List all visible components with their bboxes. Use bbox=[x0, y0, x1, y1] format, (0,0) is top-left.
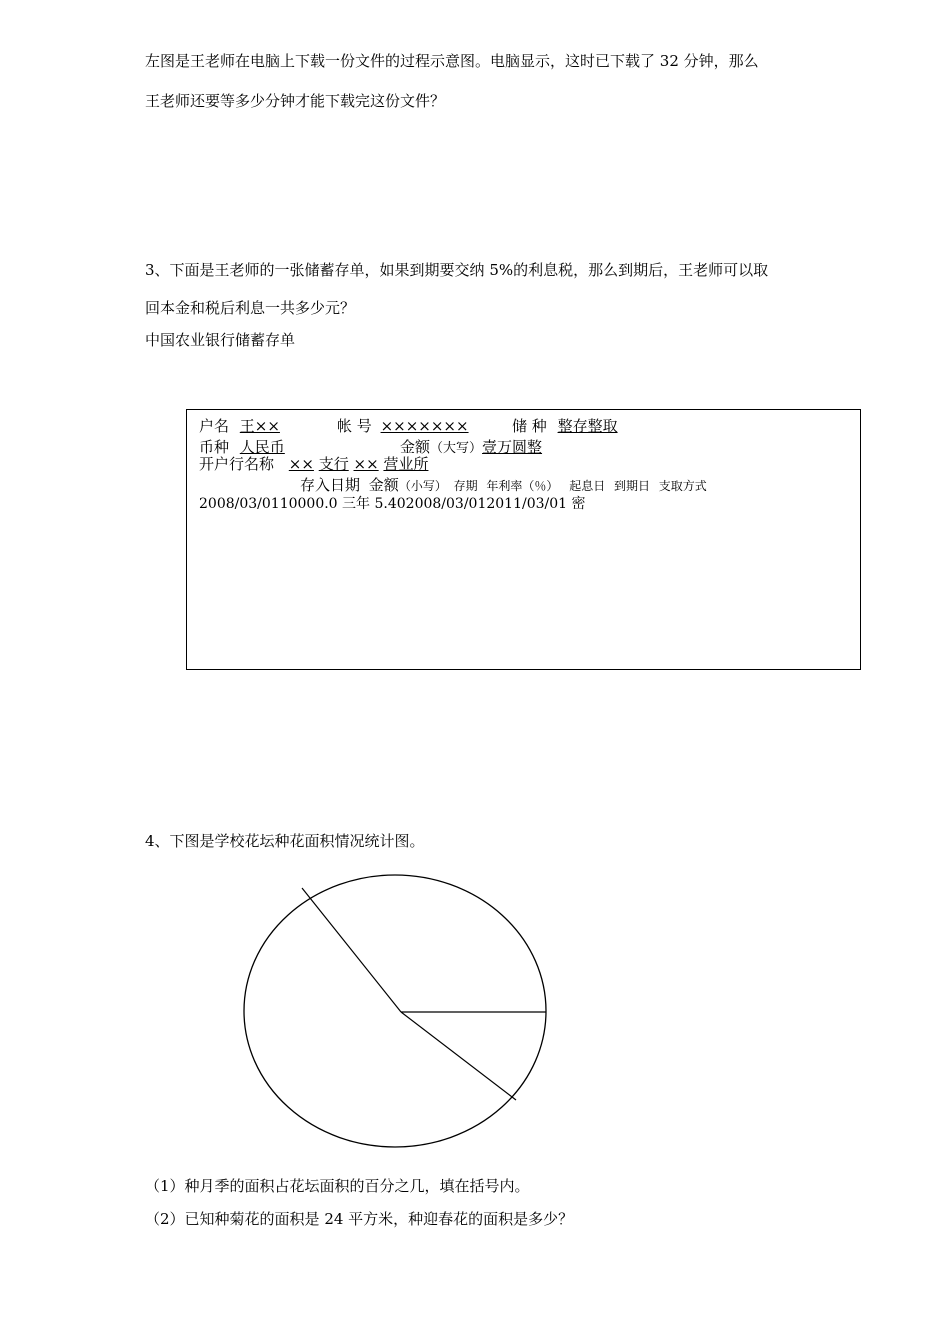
hdr-amount-note: （小写） bbox=[398, 479, 447, 493]
hdr-date: 存入日期 bbox=[300, 476, 361, 494]
q3-text-line2: 回本金和税后利息一共多少元？ bbox=[145, 299, 356, 317]
amount-label: 金额 bbox=[400, 438, 431, 456]
hdr-due: 到期日 bbox=[614, 479, 651, 493]
branch-c: ×× bbox=[353, 455, 379, 473]
branch-label: 开户行名称 bbox=[199, 455, 275, 473]
deposit-table-header bbox=[300, 477, 707, 495]
deposit-slip bbox=[186, 409, 861, 670]
amount-value: 壹万圆整 bbox=[482, 438, 543, 456]
deposit-table-row: 2008/03/0110000.0 三年 5.402008/03/012011/03/01 密 bbox=[199, 496, 586, 512]
deposit-row-1 bbox=[199, 418, 280, 435]
pie-divider-lower-right bbox=[401, 1012, 516, 1100]
q3-text-line1: 3、下面是王老师的一张储蓄存单，如果到期要交纳 5%的利息税，那么到期后，王老师可以取 bbox=[145, 261, 769, 279]
bank-title: 中国农业银行储蓄存单 bbox=[145, 331, 296, 349]
hdr-rate: 年利率（％） bbox=[486, 479, 559, 493]
name-value: 王×× bbox=[239, 417, 280, 435]
account-field bbox=[337, 418, 469, 435]
currency-value: 人民币 bbox=[239, 438, 285, 456]
account-value: ××××××× bbox=[380, 417, 469, 435]
currency-field bbox=[199, 439, 285, 456]
q2-text-line1: 左图是王老师在电脑上下载一份文件的过程示意图。电脑显示，这时已下载了 32 分钟，那么 bbox=[145, 52, 759, 70]
branch-d: 营业所 bbox=[383, 455, 429, 473]
q4-sub2: （2）已知种菊花的面积是 24 平方米，种迎春花的面积是多少？ bbox=[145, 1210, 574, 1228]
q2-text-line2: 王老师还要等多少分钟才能下载完这份文件？ bbox=[145, 92, 446, 110]
branch-b: 支行 bbox=[318, 455, 349, 473]
type-label: 储 种 bbox=[512, 417, 547, 435]
hdr-term: 存期 bbox=[453, 479, 478, 493]
q4-sub1: （1）种月季的面积占花坛面积的百分之几，填在括号内。 bbox=[145, 1177, 530, 1195]
hdr-amount: 金额 bbox=[368, 476, 399, 494]
type-value: 整存整取 bbox=[557, 417, 618, 435]
pie-chart bbox=[240, 860, 550, 1150]
name-label: 户名 bbox=[199, 417, 230, 435]
currency-label: 币种 bbox=[199, 438, 230, 456]
pie-outline bbox=[244, 875, 546, 1147]
pie-divider-upper-left bbox=[302, 888, 401, 1012]
account-label: 帐 号 bbox=[337, 417, 372, 435]
branch-a: ×× bbox=[288, 455, 314, 473]
hdr-method: 支取方式 bbox=[658, 479, 707, 493]
branch-field bbox=[199, 456, 428, 473]
q4-text-line1: 4、下图是学校花坛种花面积情况统计图。 bbox=[145, 832, 425, 850]
amount-note: （大写） bbox=[430, 441, 483, 456]
type-field bbox=[512, 418, 618, 435]
hdr-start: 起息日 bbox=[569, 479, 606, 493]
